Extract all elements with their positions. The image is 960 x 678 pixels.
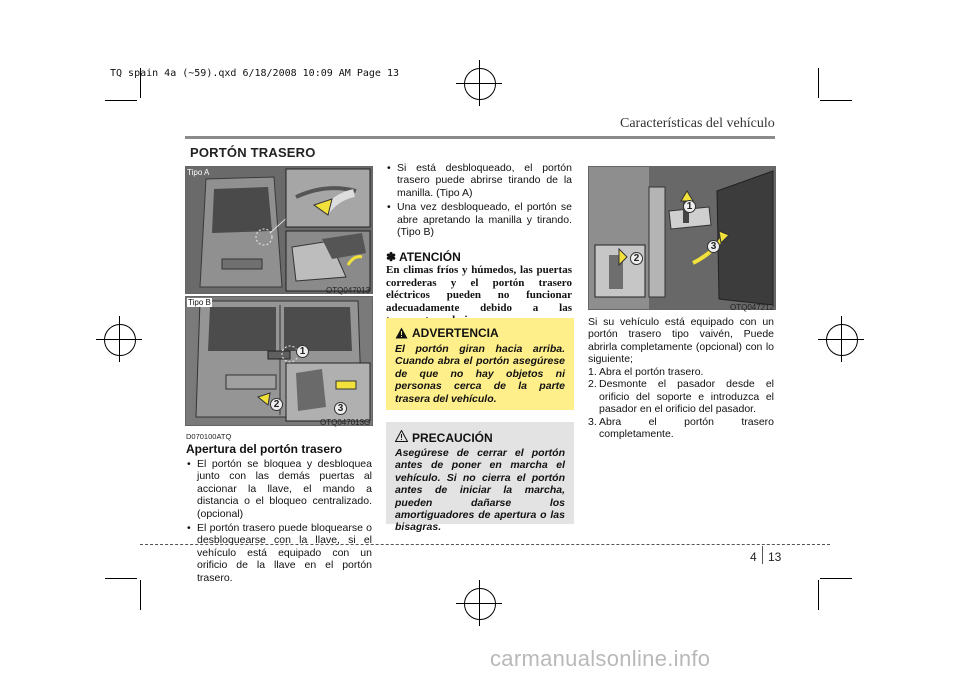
subheading: Apertura del portón trasero [186,442,343,456]
attention-text: En climas fríos y húmedos, las puertas correderas y el portón trasero eléctricos pueden no funcionar adecuadamente debido a las [386,264,572,314]
warning-text: El portón giran hacia arriba. Cuando abra el portón asegúrese de que no hay objetos ni personas cerca de la parte trasera del vehículo. [395,343,565,405]
chapter-number: 4 [750,550,757,564]
caution-box [386,422,574,534]
figure-a-label: Tipo A [187,168,210,177]
list-item: • Si está desbloqueado, el portón trasero puede abrirse tirando de la manilla. (Tipo A) [386,162,572,199]
caution-title: PRECAUCIÓN [412,431,493,445]
list-item: 2. Desmonte el pasador desde el orificio del soporte e introduzca el pasador en el orificio del pasador. [588,378,774,416]
watermark: carmanualsonline.info [490,646,711,671]
figure-b-callout-1: 1 [296,345,309,358]
warning-title: ADVERTENCIA [412,326,499,340]
figure-c-callout-2: 2 [630,252,643,265]
print-header: TQ spain 4a (~59).qxd 6/18/2008 10:09 AM Page 13 [110,68,399,79]
swing-tailgate-illustration [589,167,775,309]
steps-list [588,366,774,440]
list-item: 3. Abra el portón trasero completamente. [588,415,774,441]
reference-code: D070100ATQ [186,432,232,441]
section-header: Características del vehículo [620,116,775,131]
warning-triangle-icon [395,327,408,339]
caution-text: Asegúrese de cerrar el portón antes de poner en marcha el vehículo. Si no cierra el portón antes de iniciar la marcha, pueden dañarse los amortiguadores de apertura o las bisagras. [395,447,565,534]
figure-c-callout-3: 3 [707,240,720,253]
figure-b-label: Tipo B [188,298,211,307]
middle-bullet-list [386,162,572,240]
list-item: • Una vez desbloqueado, el portón se abre apretando la manilla y tirando. (Tipo B) [386,201,572,238]
left-bullet-list [186,458,372,586]
warning-box [386,318,574,410]
attention-heading [386,250,461,264]
list-item: • El portón se bloquea y desbloquea junto con las demás puertas al accionar la llave, el mando a distancia o el bloqueo centralizado. (opcional) [186,458,372,520]
right-intro-text: Si su vehículo está equipado con un portón trasero tipo vaivén, Puede abrirla completamente (opcional) con lo siguiente; [588,316,774,366]
figure-b-code: OTQ047013G [320,418,371,427]
attention-title: ATENCIÓN [398,250,461,264]
section-title: PORTÓN TRASERO [190,145,316,160]
figure-c-callout-1: 1 [683,200,696,213]
figure-b-callout-3: 3 [334,402,347,415]
figure-tailgate-type-a [185,166,373,294]
list-item: • El portón trasero puede bloquearse o desbloquearse con la llave, si el vehículo está equipado con un orificio de la llave en el portón trasero. [186,522,372,584]
page-number: 13 [768,550,782,564]
figure-b-callout-2: 2 [270,398,283,411]
attention-symbol-icon: ✽ [386,250,397,264]
tailgate-type-a-illustration [186,167,372,293]
page-number-divider [762,546,763,564]
list-item: 1. Abra el portón trasero. [588,366,704,378]
figure-c-code: OTQ047212 [730,303,775,312]
caution-triangle-icon [395,430,408,442]
figure-swing-tailgate [588,166,776,310]
footer-rule [140,544,830,545]
header-rule [185,136,775,139]
figure-a-code: OTQ047013 [326,286,371,295]
